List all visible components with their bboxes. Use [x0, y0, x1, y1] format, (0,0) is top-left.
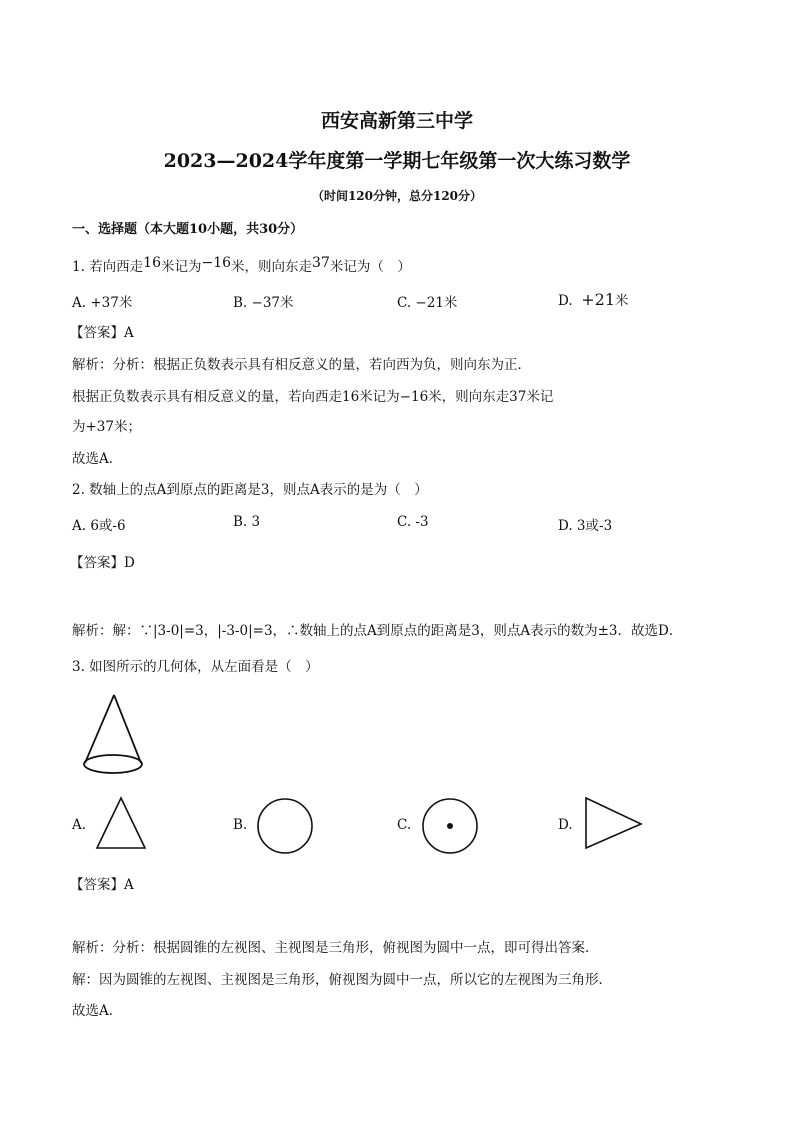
circle-option-icon[interactable] [255, 796, 315, 856]
q1-conclusion: 故选A． [72, 451, 123, 467]
q3-option-a-label[interactable]: A. [72, 817, 87, 833]
q3-answer: 【答案】A [70, 877, 134, 893]
triangle-option-icon[interactable] [93, 794, 149, 852]
cone-figure [78, 690, 158, 780]
q3-option-d-label[interactable]: D. [558, 817, 573, 833]
q2-option-c[interactable]: C. -3 [397, 514, 429, 530]
q2-answer: 【答案】D [70, 555, 135, 571]
right-triangle-option-icon[interactable] [582, 795, 646, 851]
q1-analysis-line1: 解析：分析：根据正负数表示具有相反意义的量，若向西为负，则向东为正． [72, 357, 531, 373]
q1-option-a[interactable]: A. +37米 [72, 295, 133, 311]
school-name: 西安高新第三中学 [320, 110, 473, 132]
question-2-stem: 2. 数轴上的点A到原点的距离是3，则点A表示的是为（ ） [72, 482, 428, 498]
q2-option-d[interactable]: D. 3或-3 [558, 518, 613, 534]
exam-title: 2023—2024学年度第一学期七年级第一次大练习数学 [163, 150, 631, 172]
q1-option-b[interactable]: B. −37米 [233, 295, 294, 311]
question-1-stem: 1. 若向西走16米记为−16米，则向东走37米记为（ ） [72, 255, 411, 275]
q2-option-a[interactable]: A. 6或-6 [72, 518, 126, 534]
q1-option-c[interactable]: C. −21米 [397, 295, 458, 311]
exam-note: （时间120分钟，总分120分） [311, 189, 483, 203]
q3-option-c-label[interactable]: C. [397, 817, 412, 833]
q3-conclusion: 故选A． [72, 1003, 123, 1019]
question-3-stem: 3. 如图所示的几何体，从左面看是（ ） [72, 659, 319, 675]
circle-with-dot-option-icon[interactable] [420, 796, 480, 856]
q2-option-b[interactable]: B. 3 [233, 514, 261, 530]
q3-analysis-line2: 解：因为圆锥的左视图、主视图是三角形，俯视图为圆中一点，所以它的左视图为三角形． [72, 972, 612, 988]
section-heading: 一、选择题（本大题10小题，共30分） [72, 222, 304, 237]
q3-option-b-label[interactable]: B. [233, 817, 248, 833]
q3-analysis-line1: 解析：分析：根据圆锥的左视图、主视图是三角形，俯视图为圆中一点，即可得出答案． [72, 940, 599, 956]
q1-option-d[interactable]: D. +21米 [558, 290, 629, 309]
q2-analysis: 解析：解：∵|3-0|=3，|-3-0|=3，∴数轴上的点A到原点的距离是3，则点A表示的数为±3．故选D． [72, 623, 683, 639]
q1-analysis-line3: 为+37米； [72, 419, 141, 435]
q1-answer: 【答案】A [70, 325, 134, 341]
q1-analysis-line2: 根据正负数表示具有相反意义的量，若向西走16米记为−16米，则向东走37米记 [72, 389, 554, 405]
